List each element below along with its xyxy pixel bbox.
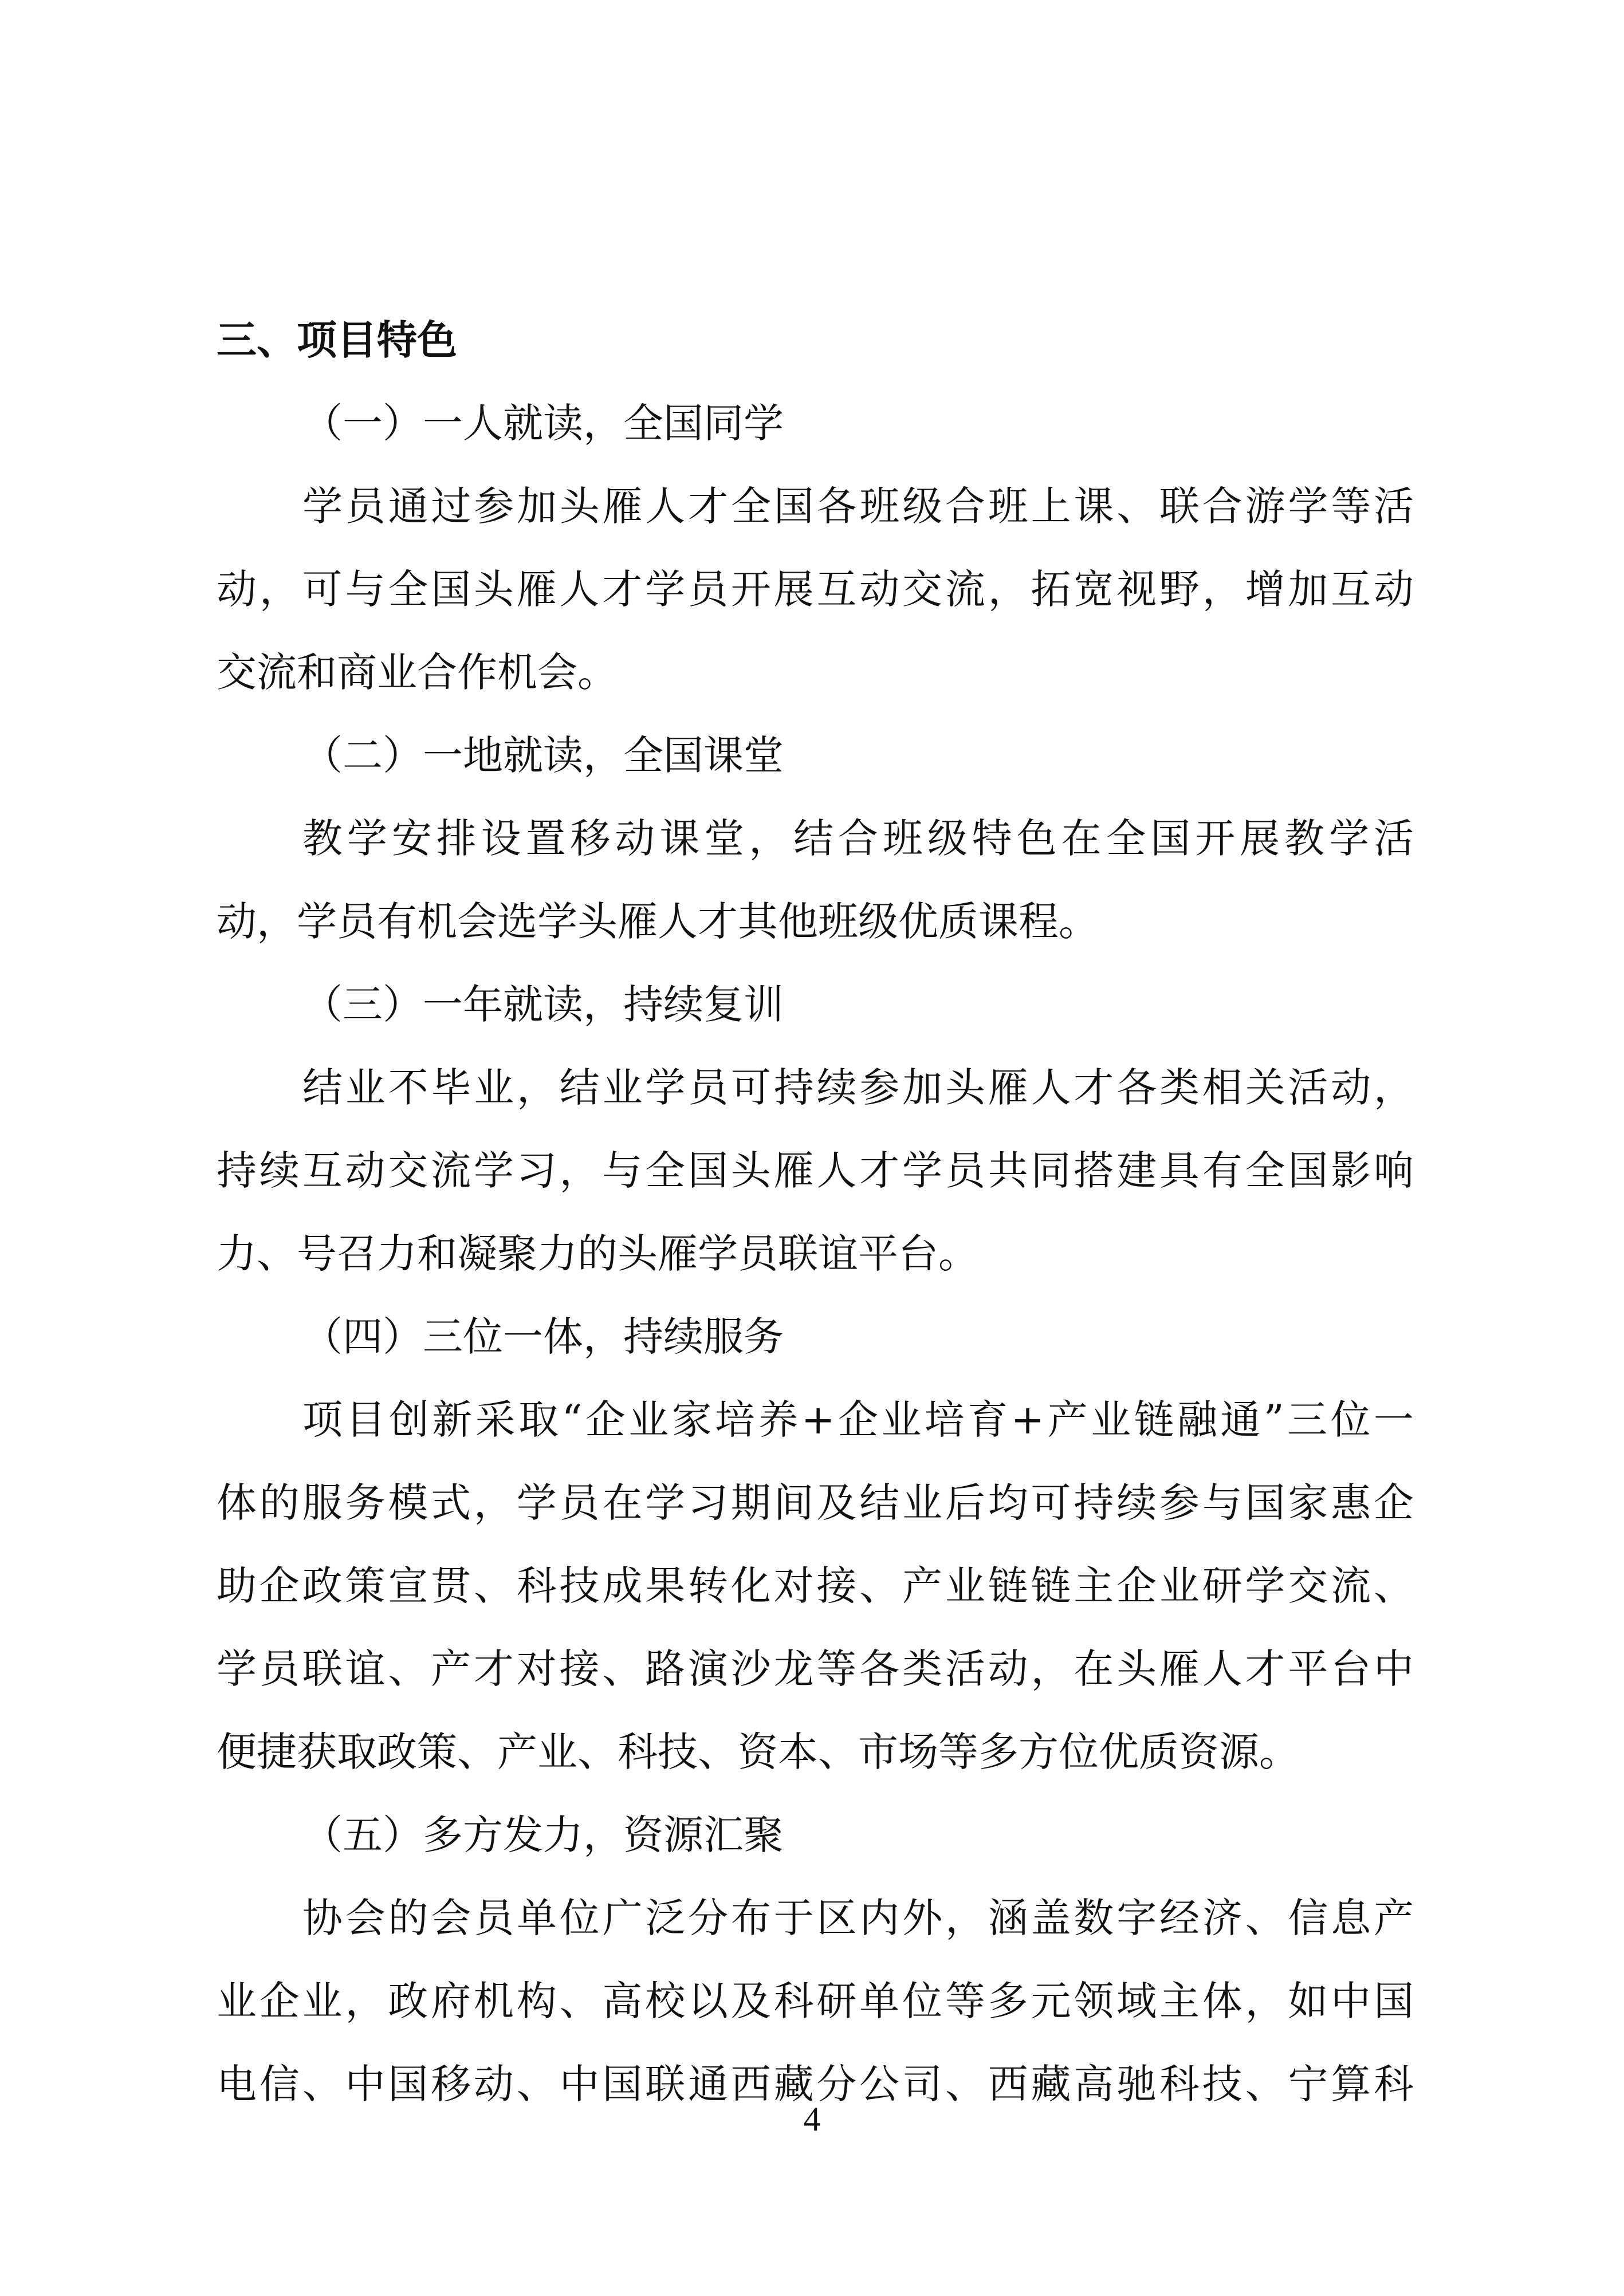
paragraph-line: 项目创新采取“企业家培养+企业培育+产业链融通”三位一 bbox=[302, 1396, 1414, 1443]
paragraph-line: 协会的会员单位广泛分布于区内外，涵盖数字经济、信息产 bbox=[302, 1895, 1414, 1941]
paragraph-line: 助企政策宣贯、科技成果转化对接、产业链链主企业研学交流、 bbox=[217, 1562, 1414, 1609]
paragraph-line: 持续互动交流学习，与全国头雁人才学员共同搭建具有全国影响 bbox=[217, 1147, 1414, 1194]
paragraph-line: 动，学员有机会选学头雁人才其他班级优质课程。 bbox=[217, 898, 1099, 945]
paragraph-line: 学员联谊、产才对接、路演沙龙等各类活动，在头雁人才平台中 bbox=[217, 1645, 1414, 1692]
paragraph-line: 力、号召力和凝聚力的头雁学员联谊平台。 bbox=[217, 1230, 978, 1277]
paragraph-line: 交流和商业合作机会。 bbox=[217, 649, 618, 696]
subsection-title-5: （五）多方发力，资源汇聚 bbox=[302, 1811, 784, 1858]
paragraph-line: 动，可与全国头雁人才学员开展互动交流，拓宽视野，增加互动 bbox=[217, 566, 1414, 613]
subsection-title-1: （一）一人就读，全国同学 bbox=[302, 400, 784, 447]
document-body bbox=[217, 299, 1414, 2126]
page-number: 4 bbox=[803, 2100, 821, 2138]
subsection-title-2: （二）一地就读，全国课堂 bbox=[302, 732, 784, 779]
paragraph-line: 结业不毕业，结业学员可持续参加头雁人才各类相关活动， bbox=[302, 1064, 1414, 1111]
paragraph-line: 业企业，政府机构、高校以及科研单位等多元领域主体，如中国 bbox=[217, 1978, 1414, 2025]
subsection-title-4: （四）三位一体，持续服务 bbox=[302, 1313, 784, 1360]
paragraph-line: 体的服务模式，学员在学习期间及结业后均可持续参与国家惠企 bbox=[217, 1479, 1414, 1526]
paragraph-line: 教学安排设置移动课堂，结合班级特色在全国开展教学活 bbox=[302, 815, 1414, 862]
section-title: 三、项目特色 bbox=[217, 317, 457, 364]
paragraph-line: 便捷获取政策、产业、科技、资本、市场等多方位优质资源。 bbox=[217, 1728, 1299, 1775]
subsection-title-3: （三）一年就读，持续复训 bbox=[302, 981, 784, 1028]
paragraph-line: 电信、中国移动、中国联通西藏分公司、西藏高驰科技、宁算科 bbox=[217, 2061, 1414, 2108]
paragraph-line: 学员通过参加头雁人才全国各班级合班上课、联合游学等活 bbox=[302, 483, 1414, 530]
